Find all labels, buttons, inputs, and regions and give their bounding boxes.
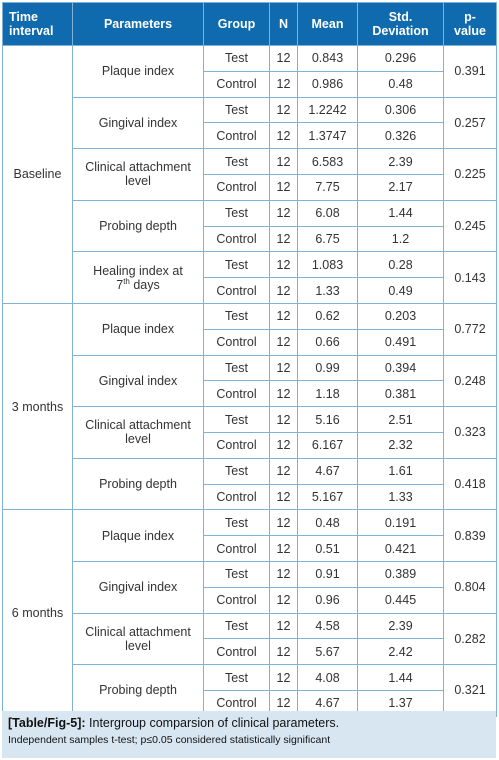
n-cell: 12 xyxy=(270,381,298,407)
caption-tag: [Table/Fig-5]: xyxy=(8,716,86,730)
std-deviation-cell: 0.381 xyxy=(358,381,444,407)
std-deviation-cell: 2.42 xyxy=(358,639,444,665)
std-deviation-cell: 1.2 xyxy=(358,226,444,252)
mean-cell: 1.18 xyxy=(298,381,358,407)
n-cell: 12 xyxy=(270,665,298,691)
std-deviation-cell: 0.48 xyxy=(358,71,444,97)
group-cell: Test xyxy=(204,303,270,329)
std-deviation-cell: 0.203 xyxy=(358,303,444,329)
std-deviation-cell: 0.326 xyxy=(358,123,444,149)
p-value-cell: 0.839 xyxy=(444,510,497,562)
mean-cell: 5.167 xyxy=(298,484,358,510)
parameter-cell: Probing depth xyxy=(73,200,204,252)
parameter-cell: Gingival index xyxy=(73,97,204,149)
group-cell: Test xyxy=(204,561,270,587)
table-row xyxy=(3,149,497,175)
results-table xyxy=(2,2,497,717)
parameter-cell: Gingival index xyxy=(73,355,204,407)
group-cell: Control xyxy=(204,690,270,716)
n-cell: 12 xyxy=(270,484,298,510)
p-value-cell: 0.418 xyxy=(444,458,497,510)
group-cell: Control xyxy=(204,71,270,97)
parameter-cell: Probing depth xyxy=(73,665,204,717)
group-cell: Test xyxy=(204,149,270,175)
col-header-std-deviation: Std. Deviation xyxy=(358,3,444,46)
mean-cell: 0.99 xyxy=(298,355,358,381)
p-value-cell: 0.804 xyxy=(444,561,497,613)
std-deviation-cell: 0.394 xyxy=(358,355,444,381)
table-row xyxy=(3,200,497,226)
mean-cell: 0.66 xyxy=(298,329,358,355)
group-cell: Control xyxy=(204,587,270,613)
col-header-group: Group xyxy=(204,3,270,46)
col-header-time-interval: Time interval xyxy=(3,3,73,46)
group-cell: Test xyxy=(204,407,270,433)
group-cell: Test xyxy=(204,46,270,72)
group-cell: Test xyxy=(204,510,270,536)
mean-cell: 0.91 xyxy=(298,561,358,587)
n-cell: 12 xyxy=(270,355,298,381)
header-row xyxy=(3,3,497,46)
n-cell: 12 xyxy=(270,200,298,226)
p-value-cell: 0.248 xyxy=(444,355,497,407)
std-deviation-cell: 1.61 xyxy=(358,458,444,484)
group-cell: Test xyxy=(204,613,270,639)
p-value-cell: 0.245 xyxy=(444,200,497,252)
p-value-cell: 0.282 xyxy=(444,613,497,665)
group-cell: Test xyxy=(204,355,270,381)
parameter-cell: Plaque index xyxy=(73,46,204,98)
std-deviation-cell: 1.37 xyxy=(358,690,444,716)
mean-cell: 6.583 xyxy=(298,149,358,175)
parameter-cell: Gingival index xyxy=(73,561,204,613)
time-interval-cell: 6 months xyxy=(3,510,73,716)
parameter-name-part: days xyxy=(129,277,160,292)
group-cell: Control xyxy=(204,432,270,458)
std-deviation-cell: 2.32 xyxy=(358,432,444,458)
table-row xyxy=(3,355,497,381)
n-cell: 12 xyxy=(270,252,298,278)
table-row xyxy=(3,510,497,536)
time-interval-cell: 3 months xyxy=(3,303,73,509)
p-value-cell: 0.143 xyxy=(444,252,497,304)
n-cell: 12 xyxy=(270,613,298,639)
std-deviation-cell: 0.491 xyxy=(358,329,444,355)
parameter-cell: Plaque index xyxy=(73,303,204,355)
col-header-mean: Mean xyxy=(298,3,358,46)
std-deviation-cell: 2.39 xyxy=(358,149,444,175)
group-cell: Test xyxy=(204,458,270,484)
mean-cell: 1.083 xyxy=(298,252,358,278)
mean-cell: 0.843 xyxy=(298,46,358,72)
table-row xyxy=(3,252,497,278)
p-value-cell: 0.323 xyxy=(444,407,497,459)
parameter-name-number: 7 xyxy=(116,277,124,292)
group-cell: Control xyxy=(204,174,270,200)
mean-cell: 4.67 xyxy=(298,458,358,484)
std-deviation-cell: 2.39 xyxy=(358,613,444,639)
n-cell: 12 xyxy=(270,174,298,200)
std-deviation-cell: 0.28 xyxy=(358,252,444,278)
mean-cell: 1.33 xyxy=(298,278,358,304)
std-deviation-cell: 0.296 xyxy=(358,46,444,72)
group-cell: Test xyxy=(204,665,270,691)
parameter-cell: Plaque index xyxy=(73,510,204,562)
p-value-cell: 0.391 xyxy=(444,46,497,98)
group-cell: Control xyxy=(204,381,270,407)
mean-cell: 0.986 xyxy=(298,71,358,97)
p-value-cell: 0.225 xyxy=(444,149,497,201)
std-deviation-cell: 1.33 xyxy=(358,484,444,510)
group-cell: Control xyxy=(204,536,270,562)
n-cell: 12 xyxy=(270,510,298,536)
mean-cell: 1.3747 xyxy=(298,123,358,149)
mean-cell: 5.16 xyxy=(298,407,358,433)
std-deviation-cell: 0.306 xyxy=(358,97,444,123)
mean-cell: 5.67 xyxy=(298,639,358,665)
p-value-cell: 0.257 xyxy=(444,97,497,149)
mean-cell: 0.62 xyxy=(298,303,358,329)
col-header-n: N xyxy=(270,3,298,46)
mean-cell: 0.51 xyxy=(298,536,358,562)
n-cell: 12 xyxy=(270,149,298,175)
n-cell: 12 xyxy=(270,71,298,97)
mean-cell: 4.67 xyxy=(298,690,358,716)
n-cell: 12 xyxy=(270,407,298,433)
mean-cell: 1.2242 xyxy=(298,97,358,123)
group-cell: Control xyxy=(204,484,270,510)
std-deviation-cell: 0.445 xyxy=(358,587,444,613)
parameter-name-superscript: th xyxy=(123,276,130,286)
n-cell: 12 xyxy=(270,303,298,329)
mean-cell: 6.167 xyxy=(298,432,358,458)
group-cell: Test xyxy=(204,97,270,123)
col-header-parameters: Parameters xyxy=(73,3,204,46)
std-deviation-cell: 0.421 xyxy=(358,536,444,562)
n-cell: 12 xyxy=(270,226,298,252)
time-interval-cell: Baseline xyxy=(3,46,73,304)
parameter-cell: Clinical attachment level xyxy=(73,149,204,201)
caption-note: Independent samples t-test; p≤0.05 considered statistically significant xyxy=(8,734,331,746)
table-row xyxy=(3,561,497,587)
std-deviation-cell: 1.44 xyxy=(358,200,444,226)
table-body xyxy=(3,46,497,717)
parameter-cell: Clinical attachment level xyxy=(73,613,204,665)
n-cell: 12 xyxy=(270,536,298,562)
group-cell: Control xyxy=(204,329,270,355)
group-cell: Control xyxy=(204,123,270,149)
caption-text: Intergroup comparsion of clinical parameters. xyxy=(85,716,340,730)
mean-cell: 0.48 xyxy=(298,510,358,536)
mean-cell: 4.08 xyxy=(298,665,358,691)
table-row xyxy=(3,613,497,639)
n-cell: 12 xyxy=(270,561,298,587)
p-value-cell: 0.321 xyxy=(444,665,497,717)
std-deviation-cell: 0.49 xyxy=(358,278,444,304)
table-caption xyxy=(2,711,496,758)
std-deviation-cell: 2.17 xyxy=(358,174,444,200)
table-header xyxy=(3,3,497,46)
group-cell: Test xyxy=(204,252,270,278)
group-cell: Test xyxy=(204,200,270,226)
table-row xyxy=(3,665,497,691)
table-row xyxy=(3,458,497,484)
mean-cell: 4.58 xyxy=(298,613,358,639)
table-row xyxy=(3,407,497,433)
caption-title xyxy=(8,715,490,731)
mean-cell: 6.75 xyxy=(298,226,358,252)
group-cell: Control xyxy=(204,226,270,252)
group-cell: Control xyxy=(204,278,270,304)
n-cell: 12 xyxy=(270,123,298,149)
n-cell: 12 xyxy=(270,97,298,123)
n-cell: 12 xyxy=(270,587,298,613)
group-cell: Control xyxy=(204,639,270,665)
parameter-cell: Clinical attachment level xyxy=(73,407,204,459)
n-cell: 12 xyxy=(270,278,298,304)
mean-cell: 0.96 xyxy=(298,587,358,613)
parameter-name-part: Healing index at xyxy=(93,263,183,278)
n-cell: 12 xyxy=(270,46,298,72)
table-row xyxy=(3,46,497,72)
std-deviation-cell: 1.44 xyxy=(358,665,444,691)
std-deviation-cell: 0.191 xyxy=(358,510,444,536)
n-cell: 12 xyxy=(270,329,298,355)
parameter-cell: Probing depth xyxy=(73,458,204,510)
std-deviation-cell: 2.51 xyxy=(358,407,444,433)
table-row xyxy=(3,97,497,123)
mean-cell: 7.75 xyxy=(298,174,358,200)
std-deviation-cell: 0.389 xyxy=(358,561,444,587)
n-cell: 12 xyxy=(270,639,298,665)
parameter-cell xyxy=(73,252,204,304)
n-cell: 12 xyxy=(270,458,298,484)
p-value-cell: 0.772 xyxy=(444,303,497,355)
col-header-p-value: p- value xyxy=(444,3,497,46)
mean-cell: 6.08 xyxy=(298,200,358,226)
n-cell: 12 xyxy=(270,690,298,716)
table-row xyxy=(3,303,497,329)
n-cell: 12 xyxy=(270,432,298,458)
